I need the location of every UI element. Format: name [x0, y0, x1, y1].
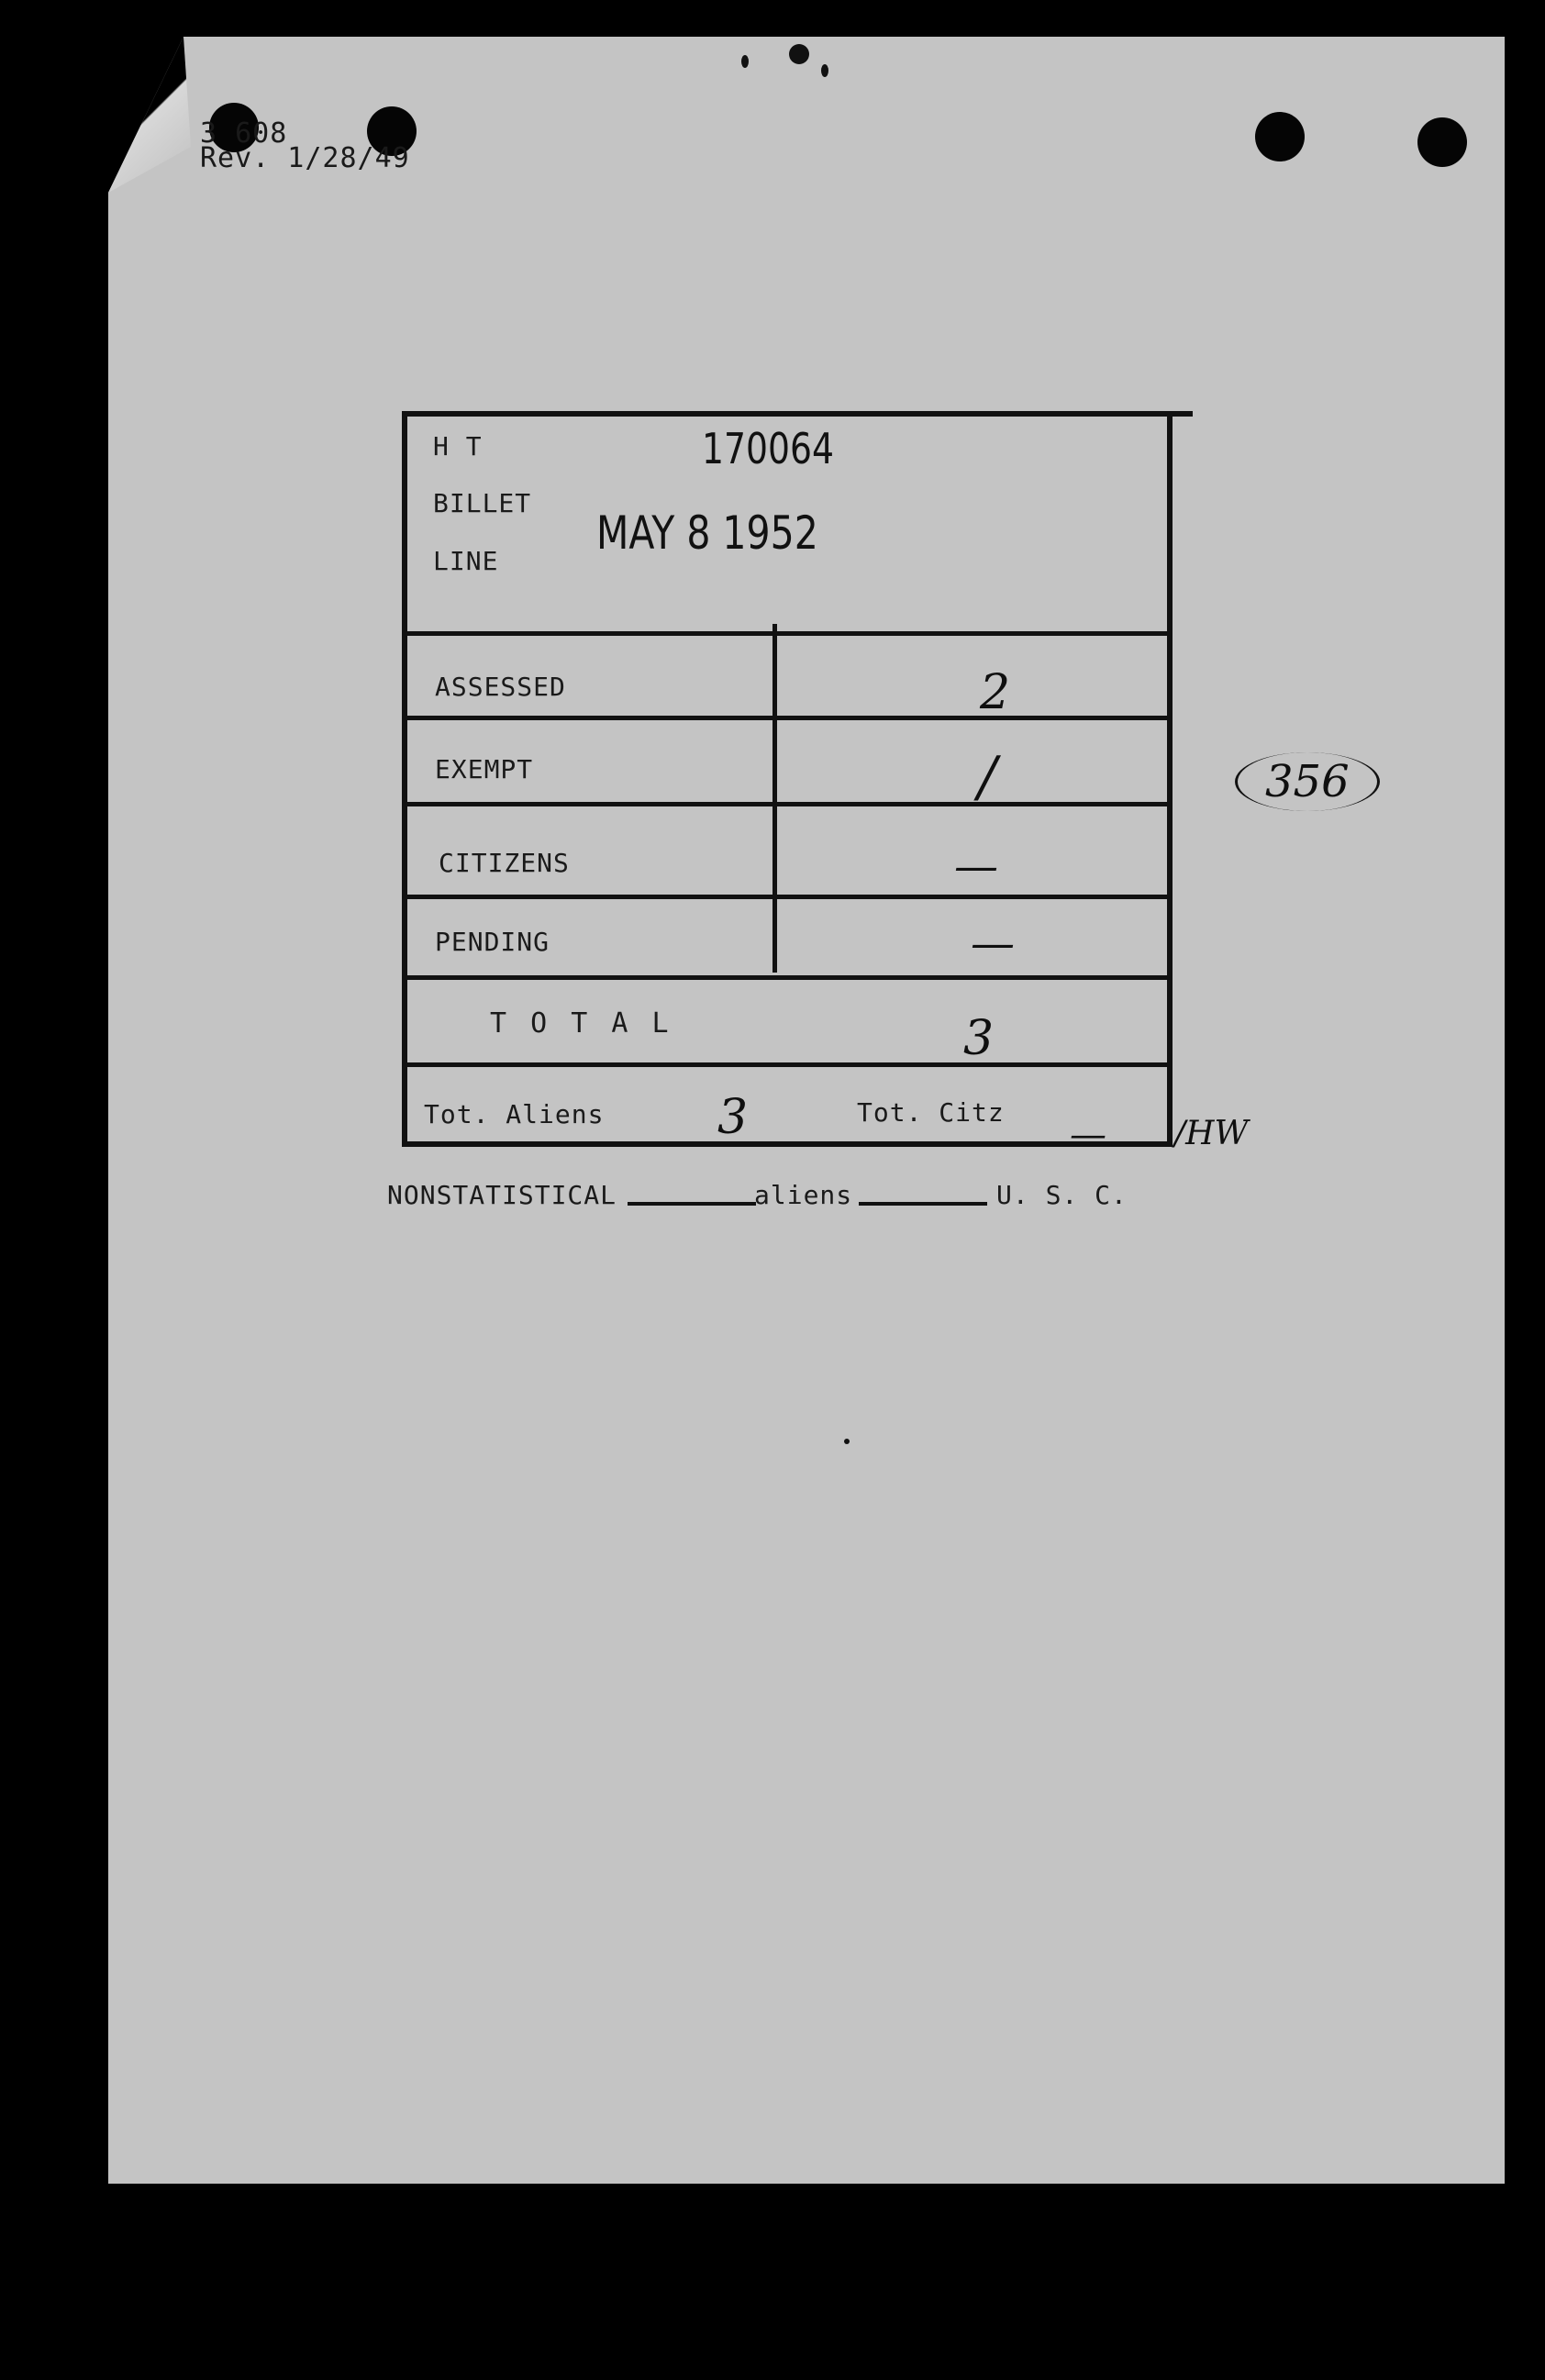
- column-divider: [772, 624, 777, 973]
- box-right-border: [1167, 411, 1173, 1145]
- stamp-number: 170064: [702, 424, 834, 473]
- total-value: 3: [963, 1011, 995, 1066]
- ink-speck: [741, 55, 749, 68]
- rule: [402, 1062, 1173, 1067]
- total-citizens-label: Tot. Citz: [857, 1097, 1005, 1128]
- row-label-pending: PENDING: [435, 927, 550, 957]
- form-number: 3 608: [200, 117, 288, 150]
- row-label-assessed: ASSESSED: [435, 672, 566, 702]
- ink-speck: [789, 44, 809, 64]
- rule: [402, 975, 1173, 980]
- row-value-pending: —: [971, 918, 1015, 969]
- margin-initials: /HW: [1174, 1115, 1249, 1152]
- box-bottom-border: [402, 1141, 1173, 1147]
- nonstatistical-label: NONSTATISTICAL: [387, 1180, 617, 1210]
- row-label-exempt: EXEMPT: [435, 754, 534, 784]
- nonstatistical-aliens: aliens: [754, 1180, 853, 1210]
- punch-hole: [1417, 117, 1467, 167]
- blank-line: [859, 1202, 987, 1206]
- total-aliens-label: Tot. Aliens: [424, 1099, 605, 1129]
- rule: [402, 802, 1173, 806]
- total-aliens-value: 3: [717, 1090, 749, 1145]
- row-value-citizens: —: [954, 840, 998, 892]
- rule: [402, 716, 1173, 720]
- label-billet: BILLET: [433, 488, 532, 518]
- total-label: T O T A L: [490, 1007, 672, 1040]
- row-value-exempt: /: [978, 745, 997, 809]
- margin-circled-number: 356: [1235, 752, 1380, 811]
- blank-line: [628, 1202, 756, 1206]
- label-ht: H T: [433, 431, 483, 462]
- box-left-border: [402, 411, 407, 1145]
- row-label-citizens: CITIZENS: [439, 848, 570, 878]
- nonstatistical-usc: U. S. C.: [996, 1180, 1128, 1210]
- rule: [402, 631, 1173, 636]
- total-citizens-value: —: [1070, 1114, 1106, 1156]
- label-line: LINE: [433, 546, 499, 576]
- ink-speck: [821, 64, 828, 77]
- form-revision: Rev. 1/28/49: [200, 142, 410, 174]
- document-page: [108, 37, 1505, 2184]
- rule: [402, 895, 1173, 899]
- ink-speck: [844, 1439, 850, 1444]
- box-top-border: [402, 411, 1193, 417]
- punch-hole: [1255, 112, 1305, 161]
- row-value-assessed: 2: [980, 665, 1011, 720]
- stamp-date: MAY 8 1952: [596, 506, 818, 560]
